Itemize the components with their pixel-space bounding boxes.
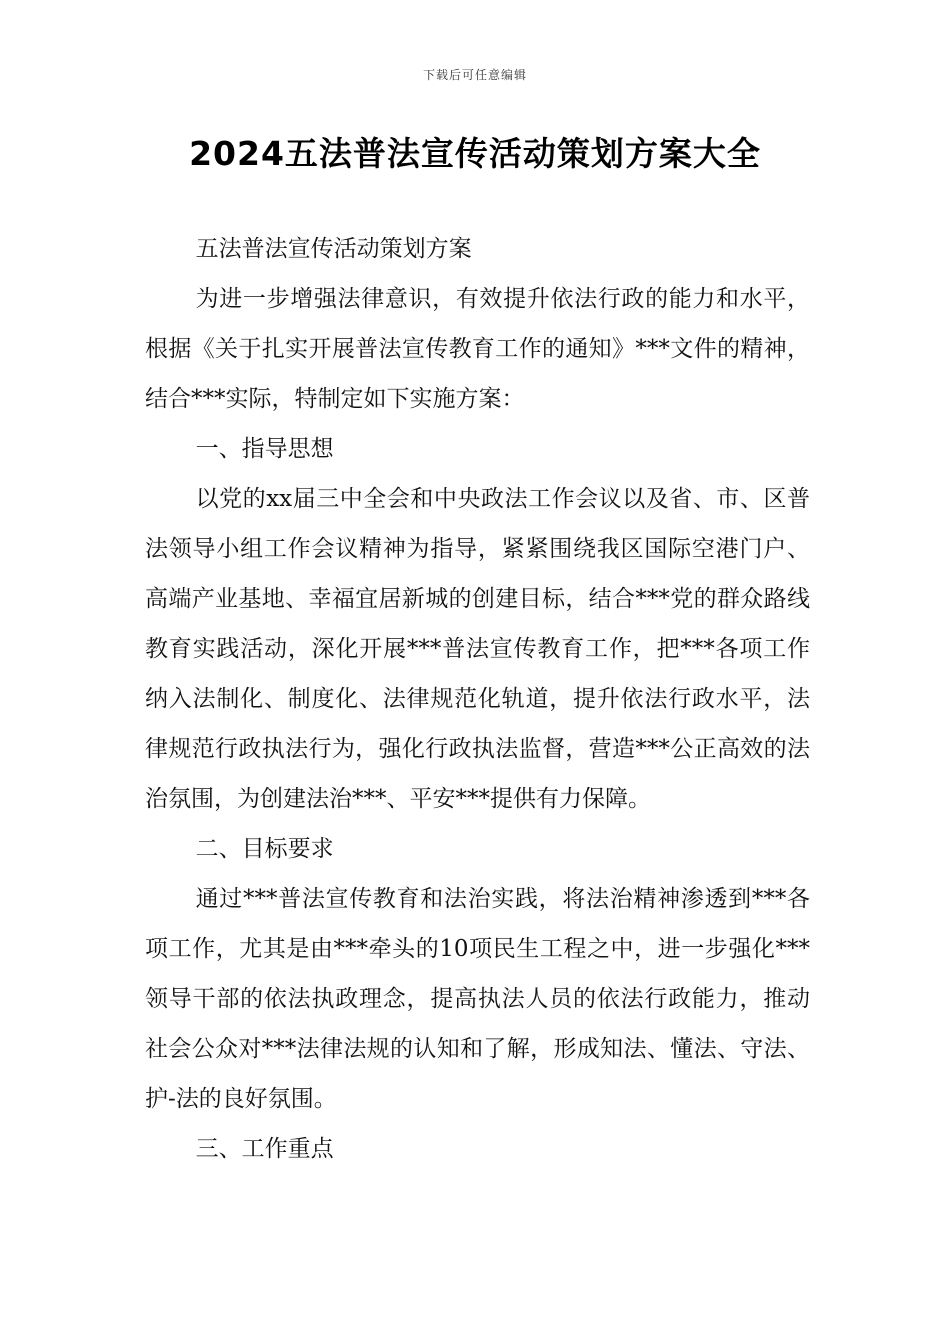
section-heading-work-focus: 三、工作重点 — [195, 1136, 334, 1162]
section-heading-goals: 二、目标要求 — [195, 836, 334, 862]
document-title: 2024五法普法宣传活动策划方案大全 — [189, 134, 761, 173]
section-heading-guiding-ideology: 一、指导思想 — [195, 436, 334, 462]
guiding-ideology-paragraph: 以党的xx届三中全会和中央政法工作会议以及省、市、区普法领导小组工作会议精神为指导，紧紧围绕我区国际空港门户、高端产业基地、幸福宜居新城的创建目标，结合***党的群众路线教育实践活动，深化开展***普法宣传教育工作，把***各项工作纳入法制化、制度化、法律规范化轨道，提升依法行政水平，法律规范行政执法行为，强化行政执法监督，营造***公正高效的法治氛围，为创建法治***、平安***提供有力保障。 — [145, 486, 810, 812]
document-body — [145, 224, 810, 1174]
header-note: 下载后可任意编辑 — [422, 68, 527, 82]
subtitle-paragraph: 五法普法宣传活动策划方案 — [195, 236, 472, 262]
goals-paragraph: 通过***普法宣传教育和法治实践，将法治精神渗透到***各项工作，尤其是由***牵头的10项民生工程之中，进一步强化***领导干部的依法执政理念，提高执法人员的依法行政能力，推动社会公众对***法律法规的认知和了解，形成知法、懂法、守法、护-法的良好氛围。 — [145, 886, 810, 1112]
intro-paragraph: 为进一步增强法律意识，有效提升依法行政的能力和水平，根据《关于扎实开展普法宣传教育工作的通知》***文件的精神，结合***实际，特制定如下实施方案： — [145, 286, 810, 412]
